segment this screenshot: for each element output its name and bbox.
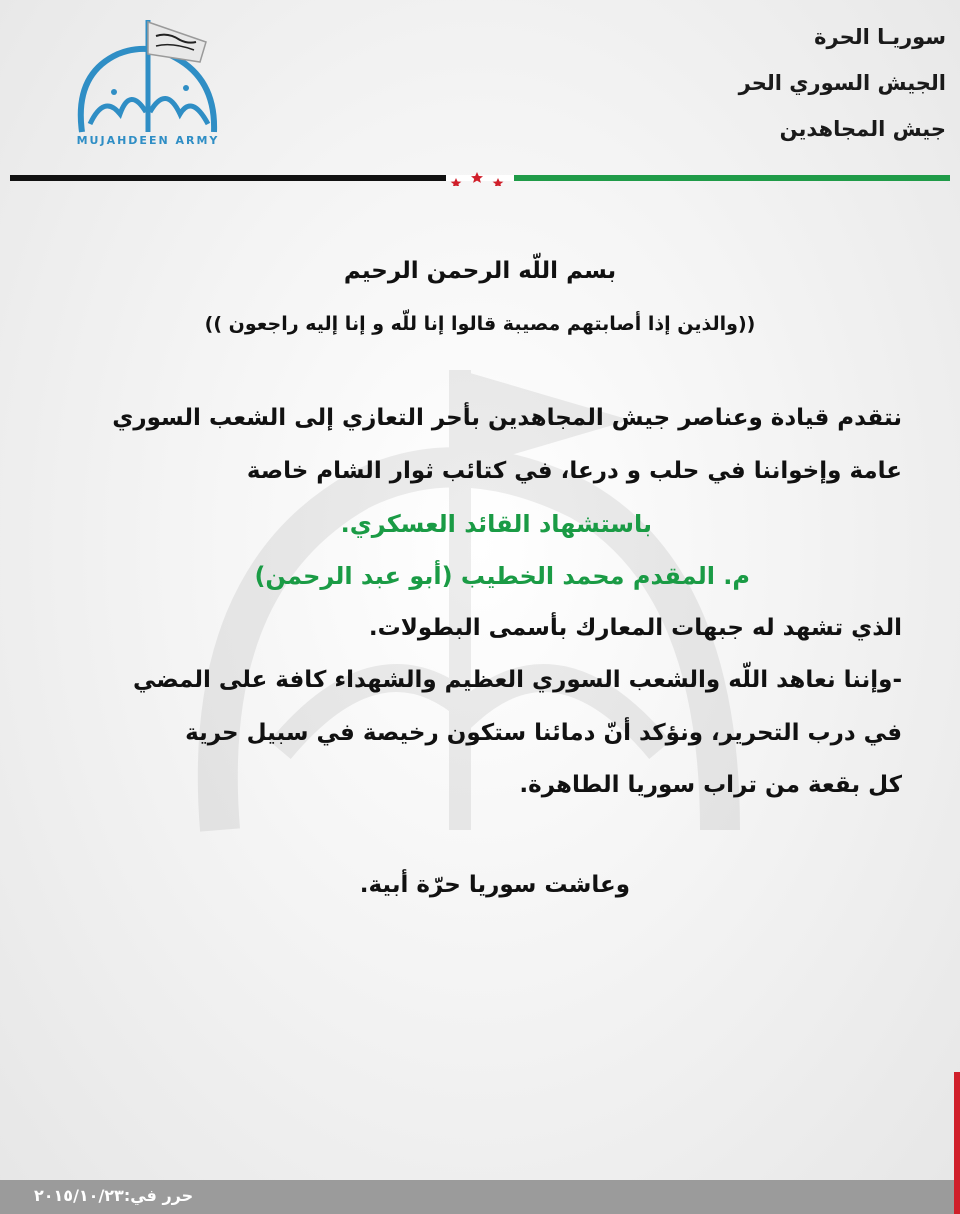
header-line-fsa: الجيش السوري الحر xyxy=(738,71,946,95)
martyr-name: م. المقدم محمد الخطيب (أبو عبد الرحمن) xyxy=(254,562,750,590)
red-edge-stripe xyxy=(954,1072,960,1214)
basmala: بسم اللّه الرحمن الرحيم xyxy=(343,258,617,284)
logo-caption: MUJAHDEEN ARMY xyxy=(76,134,220,147)
closing-line: وعاشت سوريا حرّة أبية. xyxy=(359,872,630,898)
martyrdom-announcement: باستشهاد القائد العسكري. xyxy=(340,510,652,538)
quran-verse: ((والذين إذا أصابتهم مصيبة قالوا إنا للّه و إنا إليه راجعون )) xyxy=(204,313,756,335)
statement-line-6: -وإننا نعاهد اللّه والشعب السوري العظيم والشهداء كافة على المضي xyxy=(133,667,902,693)
header-line-mujahideen-army: جيش المجاهدين xyxy=(779,117,946,141)
statement-line-7: في درب التحرير، ونؤكد أنّ دمائنا ستكون رخيصة في سبيل حرية xyxy=(185,720,902,746)
footer-date: حرر في:٢٠١٥/١٠/٢٣ xyxy=(34,1186,194,1205)
header-organization xyxy=(646,22,946,160)
statement-line-8: كل بقعة من تراب سوريا الطاهرة. xyxy=(519,772,902,798)
statement-line-1: نتقدم قيادة وعناصر جيش المجاهدين بأحر التعازي إلى الشعب السوري xyxy=(112,405,902,431)
statement-line-2: عامة وإخواننا في حلب و درعا، في كتائب ثوار الشام خاصة xyxy=(246,458,902,484)
header-line-free-syria: سوريـا الحرة xyxy=(814,25,946,49)
statement-line-5: الذي تشهد له جبهات المعارك بأسمى البطولات. xyxy=(368,615,902,641)
flag-divider xyxy=(10,170,950,186)
